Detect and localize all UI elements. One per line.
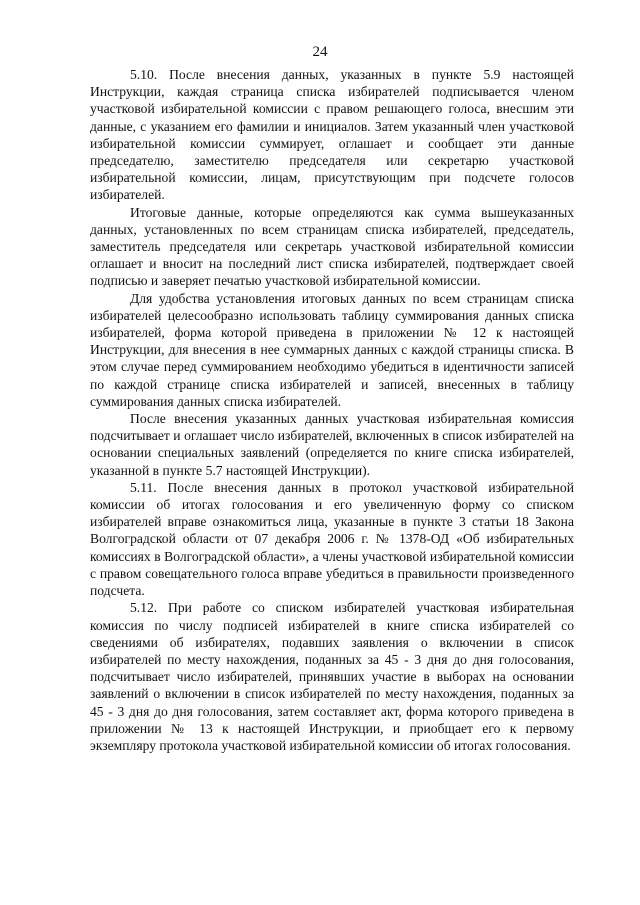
document-body: [90, 66, 574, 754]
paragraph-summation-table: Для удобства установления итоговых данных по всем страницам списка избирателей целесообразно использовать таблицу суммирования данных списка избирателей, форма которой приведена в приложении № 12 к настоящей Инструкции, для внесения в нее суммарных данных с каждой страницы списка. В этом случае перед суммированием необходимо убедиться в идентичности записей по каждой странице списка избирателей и записей, внесенных в таблицу суммирования данных списка избирателей.: [90, 290, 574, 409]
paragraph-5-12: 5.12. При работе со списком избирателей участковая избирательная комиссия по числу подписей избирателей в книге списка избирателей со сведениями об избирателях, подавших заявления о включении в список избирателей по месту нахождения, поданных за 45 - 3 дня до дня голосования, подсчитывает число избирателей, принявших участие в выборах на основании заявлений о включении в список избирателей по месту нахождения, поданных за 45 - 3 дня до дня голосования, затем составляет акт, форма которого приведена в приложении № 13 к настоящей Инструкции, и приобщает его к первому экземпляру протокола участковой избирательной комиссии об итогах голосования.: [90, 600, 574, 753]
page-number: 24: [312, 44, 328, 60]
paragraph-5-11: 5.11. После внесения данных в протокол участковой избирательной комиссии об итогах голосования и его увеличенную форму со списком избирателей вправе ознакомиться лица, указанные в пункте 3 статьи 18 Закона Волгоградской области от 07 декабря 2006 г. № 1378-ОД «Об избирательных комиссиях в Волгоградской области», а члены участковой избирательной комиссии с правом совещательного голоса вправе убедиться в правильности произведенного подсчета.: [90, 479, 574, 599]
paragraph-5-10: 5.10. После внесения данных, указанных в пункте 5.9 настоящей Инструкции, каждая страница списка избирателей подписывается членом участковой избирательной комиссии с правом решающего голоса, внесшим эти данные, с указанием его фамилии и инициалов. Затем указанный член участковой избирательной комиссии суммирует, оглашает и сообщает эти данные председателю, заместителю председателя или секретарю участковой избирательной комиссии, лицам, присутствующим при подсчете голосов избирателей.: [90, 67, 574, 203]
paragraph-special-applications: После внесения указанных данных участковая избирательная комиссия подсчитывает и оглашает число избирателей, включенных в список избирателей на основании специальных заявлений (определяется по книге списка избирателей, указанной в пункте 5.7 настоящей Инструкции).: [90, 411, 574, 478]
paragraph-total-data: Итоговые данные, которые определяются как сумма вышеуказанных данных, установленных по всем страницам списка избирателей, председатель, заместитель председателя или секретарь участковой избирательной комиссии оглашает и вносит на последний лист списка избирателей, подтверждает своей подписью и заверяет печатью участковой избирательной комиссии.: [90, 204, 574, 289]
